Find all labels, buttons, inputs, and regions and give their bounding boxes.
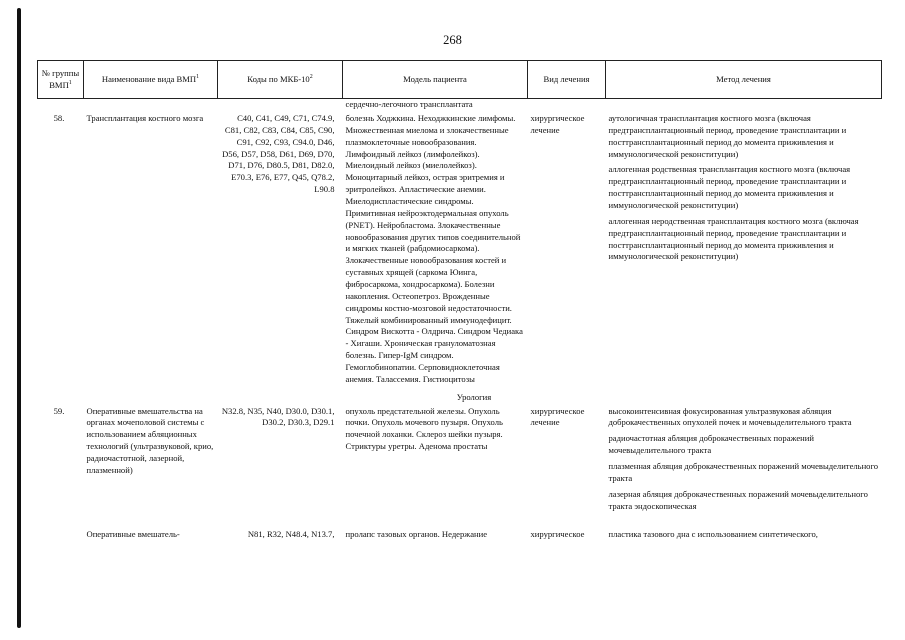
row-icd-codes: C40, C41, C49, C71, C74.9, C81, C82, C83, C84, C85, C90, C91, C92, C93, C94.0, D46, D56, D57, D58, D61, D69, D70, D71, D76, D80.5, D81, D82.0, E70.3, E76, E77, Q45, Q78.2, L90.8: [222, 113, 335, 195]
row-icd-codes: N32.8, N35, N40, D30.0, D30.1, D30.2, D30.3, D29.1: [221, 405, 335, 428]
page-number: 268: [443, 33, 462, 47]
method-item: плазменная абляция доброкачественных поражений мочевыделительного тракта: [608, 461, 879, 483]
row-treatment-type: хирургическое лечение: [530, 405, 585, 428]
method-item: высокоинтенсивная фокусированная ультразвуковая абляция доброкачественных опухолей почек и мочевыделительного тракта: [608, 405, 852, 428]
row-number: [38, 529, 84, 545]
table-row: [38, 406, 882, 517]
header-icd-codes: Коды по МКБ-$10^2$: [218, 61, 343, 99]
continuation-row: [38, 99, 882, 114]
method-item: радиочастотная абляция доброкачественных поражений мочевыделительного тракта: [608, 433, 814, 456]
method-item: аутологичная трансплантация костного мозга (включая предтрансплантационный период, проведение трансплантации и посттрансплантационный период до момента приживления и иммунологической реконституции): [608, 113, 847, 159]
row-patient-model: опухоль предстательной железы. Опухоль почки. Опухоль мочевого пузыря. Опухоль почечной лоханки. Склероз шейки пузыря. Стриктуры уретры. Аденома простаты: [345, 405, 503, 452]
header-treatment-type: Вид лечения: [528, 61, 606, 99]
table-header-row: [38, 61, 882, 99]
row-methods: [606, 406, 882, 517]
row-number: 59.: [53, 405, 65, 416]
row-treatment-type: хирургическое: [530, 528, 585, 539]
method-item: пластика тазового дна с использованием синтетического,: [608, 528, 818, 539]
row-icd-codes: N81, R32, N48.4, N13.7,: [247, 528, 335, 539]
row-vmp-name: Оперативные вмешательства на органах мочеполовой системы с использованием абляционных технологий (ультразвуковой, крио, радиочастотной, лазерной, плазменной): [86, 405, 214, 475]
row-vmp-name: Оперативные вмешатель-: [86, 528, 180, 539]
table-row: [38, 113, 882, 386]
section-row: [38, 386, 882, 406]
table-row: [38, 529, 882, 545]
row-methods: [606, 529, 882, 545]
header-group-no: № группы ВМП$^1$: [38, 61, 84, 99]
row-vmp-name: Трансплантация костного мозга: [86, 113, 204, 123]
continuation-text: сердечно-легочного трансплантата: [345, 99, 473, 109]
method-item: аллогенная неродственная трансплантация костного мозга (включая предтрансплантационный период, проведение трансплантации и посттрансплантационный период до момента приживления и иммунологической реконституции): [608, 215, 859, 262]
row-methods: [606, 113, 882, 386]
method-item: лазерная абляция доброкачественных поражений мочевыделительного тракта эндоскопическая: [608, 488, 868, 511]
row-patient-model: пролапс тазовых органов. Недержание: [345, 528, 488, 539]
vmp-table: [37, 60, 882, 544]
row-patient-model: болезнь Ходжкина. Неходжкинские лимфомы. Множественная миелома и злокачественные плазмоклеточные новообразования. Лимфоидный лейкоз (лимфолейкоз). Миелоидный лейкоз (миелолейкоз). Моноцитарный лейкоз, острая эритремия и эритролейкоз. Апластические анемии. Миелодиспластические синдромы. Примитивная нейроэктодермальная опухоль (PNET). Нейробластома. Злокачественные новообразования других типов соединительной и мягких тканей (рабдомиосаркома). Злокачественные новообразования костей и суставных хрящей (саркома Юинга, фибросаркома, хондросаркома). Болезни накопления. Остеопетроз. Врожденные синдромы костно-мозговой недостаточности. Тяжелый комбинированный иммунодефицит. Синдром Вискотта - Олдрича. Синдром Чедиака - Хигаши. Хроническая грануломатозная болезнь. Гипер-IgM синдром. Гемоглобинопатии. Серповидноклеточная анемия. Талассемия. Гистиоцитозы: [345, 113, 523, 384]
method-item: аллогенная родственная трансплантация костного мозга (включая предтрансплантационный период, проведение трансплантации и посттрансплантационный период до момента приживления и иммунологической реконституции): [608, 164, 851, 211]
row-number: 58.: [53, 113, 65, 123]
header-patient-model: Модель пациента: [343, 61, 528, 99]
header-treatment-method: Метод лечения: [606, 61, 882, 99]
binder-edge-line: [17, 8, 21, 628]
section-title: Урология: [456, 391, 492, 402]
header-vmp-name: Наименование вида ВМП$^1$: [84, 61, 218, 99]
row-treatment-type: хирургическое лечение: [530, 113, 585, 135]
